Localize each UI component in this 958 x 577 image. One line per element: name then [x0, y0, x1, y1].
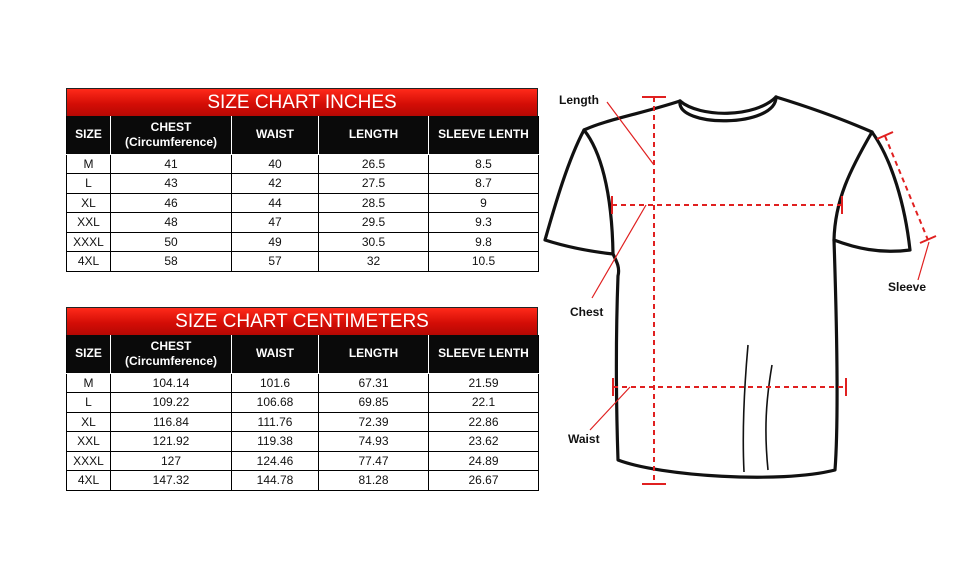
table-row [67, 252, 539, 272]
cell-waist: 42 [232, 174, 319, 194]
cell-sleeve: 9.8 [429, 232, 539, 252]
table-row [67, 154, 539, 174]
table-row [67, 432, 539, 452]
cell-chest: 41 [111, 154, 232, 174]
cell-waist: 144.78 [232, 471, 319, 491]
cell-waist: 47 [232, 213, 319, 233]
header-size: SIZE [67, 335, 111, 373]
header-sleeve: SLEEVE LENTH [429, 335, 539, 373]
cell-chest: 116.84 [111, 412, 232, 432]
cell-waist: 119.38 [232, 432, 319, 452]
header-chest [111, 335, 232, 373]
cell-sleeve: 9 [429, 193, 539, 213]
header-sleeve: SLEEVE LENTH [429, 116, 539, 154]
cell-chest: 48 [111, 213, 232, 233]
cell-size: M [67, 154, 111, 174]
header-length: LENGTH [319, 335, 429, 373]
cell-waist: 40 [232, 154, 319, 174]
table-row [67, 471, 539, 491]
table-row [67, 393, 539, 413]
cell-size: XXXL [67, 232, 111, 252]
cell-size: XL [67, 412, 111, 432]
cell-sleeve: 9.3 [429, 213, 539, 233]
cell-waist: 124.46 [232, 451, 319, 471]
cell-waist: 106.68 [232, 393, 319, 413]
cell-length: 81.28 [319, 471, 429, 491]
cell-size: XXL [67, 213, 111, 233]
cell-chest: 58 [111, 252, 232, 272]
cell-chest: 121.92 [111, 432, 232, 452]
cell-size: XXL [67, 432, 111, 452]
cm-size-chart [66, 307, 538, 491]
cell-waist: 101.6 [232, 373, 319, 393]
header-waist: WAIST [232, 116, 319, 154]
cell-length: 27.5 [319, 174, 429, 194]
cell-sleeve: 8.5 [429, 154, 539, 174]
cell-waist: 57 [232, 252, 319, 272]
cell-size: 4XL [67, 252, 111, 272]
table-row [67, 193, 539, 213]
cell-waist: 49 [232, 232, 319, 252]
cell-length: 74.93 [319, 432, 429, 452]
cell-waist: 44 [232, 193, 319, 213]
chest-label: Chest [570, 305, 604, 319]
waist-measure-line [613, 378, 846, 396]
header-chest-label: CHEST [150, 338, 192, 353]
cell-chest: 43 [111, 174, 232, 194]
header-chest-sub: (Circumference) [124, 134, 218, 149]
table-row [67, 232, 539, 252]
cell-chest: 50 [111, 232, 232, 252]
cell-size: M [67, 373, 111, 393]
cell-length: 77.47 [319, 451, 429, 471]
chest-measure-line [612, 196, 842, 214]
cell-sleeve: 21.59 [429, 373, 539, 393]
cm-table [66, 335, 539, 491]
cell-sleeve: 23.62 [429, 432, 539, 452]
cm-chart-title: SIZE CHART CENTIMETERS [66, 307, 538, 335]
cell-chest: 46 [111, 193, 232, 213]
cell-sleeve: 26.67 [429, 471, 539, 491]
cell-length: 72.39 [319, 412, 429, 432]
table-row [67, 451, 539, 471]
pointer-lines [590, 102, 929, 430]
cell-sleeve: 22.1 [429, 393, 539, 413]
table-row [67, 213, 539, 233]
inches-chart-title: SIZE CHART INCHES [66, 88, 538, 116]
inches-size-chart [66, 88, 538, 272]
cell-length: 30.5 [319, 232, 429, 252]
cell-chest: 147.32 [111, 471, 232, 491]
table-row [67, 373, 539, 393]
cell-sleeve: 22.86 [429, 412, 539, 432]
waist-label: Waist [568, 432, 600, 446]
cell-chest: 109.22 [111, 393, 232, 413]
cell-length: 67.31 [319, 373, 429, 393]
length-label: Length [559, 93, 599, 107]
header-length: LENGTH [319, 116, 429, 154]
cell-sleeve: 24.89 [429, 451, 539, 471]
header-chest [111, 116, 232, 154]
cell-size: L [67, 393, 111, 413]
header-waist: WAIST [232, 335, 319, 373]
table-header-row [67, 116, 539, 154]
cell-length: 26.5 [319, 154, 429, 174]
cell-waist: 111.76 [232, 412, 319, 432]
cell-size: L [67, 174, 111, 194]
header-size: SIZE [67, 116, 111, 154]
length-measure-line [642, 97, 666, 484]
hem-fold-lines [743, 345, 772, 472]
inches-table [66, 116, 539, 272]
cell-size: XXXL [67, 451, 111, 471]
tshirt-measurement-diagram [540, 80, 950, 500]
cell-chest: 127 [111, 451, 232, 471]
cell-length: 29.5 [319, 213, 429, 233]
cell-sleeve: 10.5 [429, 252, 539, 272]
header-chest-sub: (Circumference) [124, 353, 218, 368]
cell-length: 69.85 [319, 393, 429, 413]
cell-sleeve: 8.7 [429, 174, 539, 194]
cell-size: XL [67, 193, 111, 213]
cell-length: 28.5 [319, 193, 429, 213]
table-row [67, 174, 539, 194]
table-header-row [67, 335, 539, 373]
cell-length: 32 [319, 252, 429, 272]
cell-chest: 104.14 [111, 373, 232, 393]
sleeve-label: Sleeve [888, 280, 927, 294]
table-row [67, 412, 539, 432]
header-chest-label: CHEST [150, 119, 192, 134]
cell-size: 4XL [67, 471, 111, 491]
